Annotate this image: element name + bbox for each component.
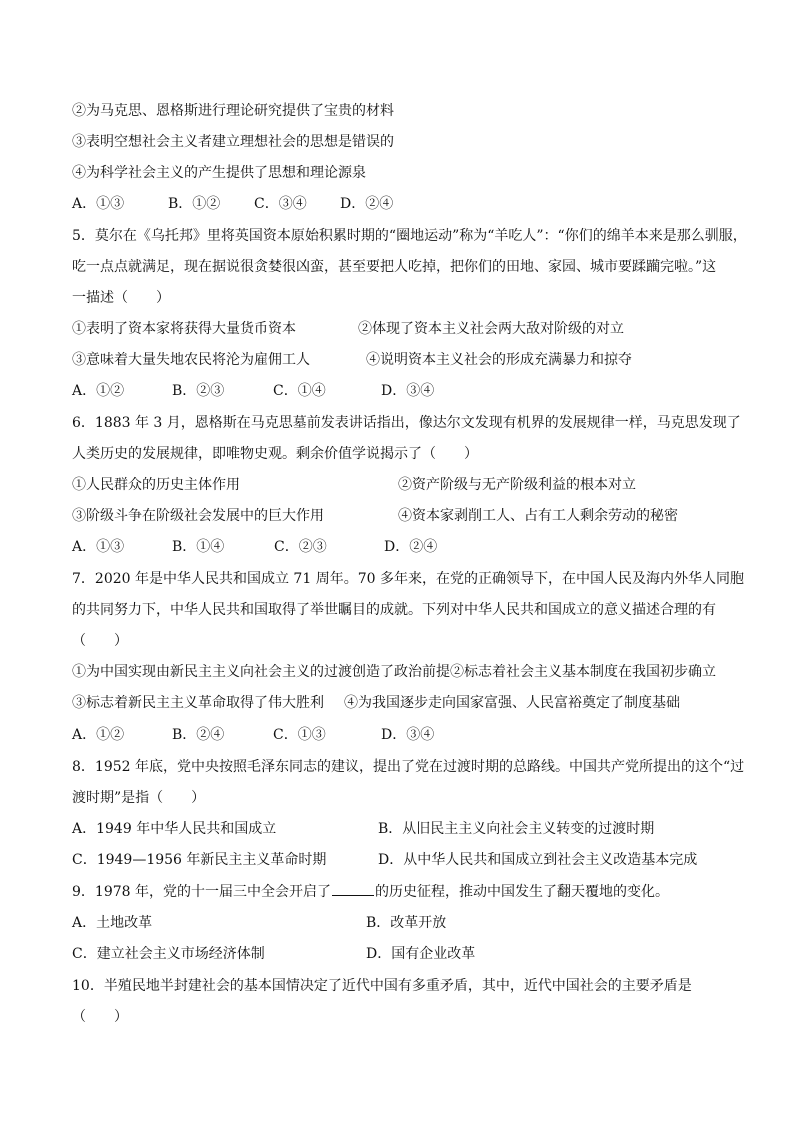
option-c: C．③④ — [254, 196, 307, 212]
q5-statements-row-1 — [72, 319, 624, 339]
q3-options — [72, 194, 393, 214]
option-c: C．1949—1956 年新民主主义革命时期 — [72, 852, 327, 868]
q3-statement-4: ④为科学社会主义的产生提供了思想和理论源泉 — [72, 165, 366, 181]
q9-options-row-2 — [72, 944, 475, 964]
option-c: C．①④ — [273, 383, 326, 399]
q7-stem-line-3: （ ） — [72, 633, 128, 649]
q9-options-row-1 — [72, 913, 446, 933]
option-b: B．①④ — [172, 539, 225, 555]
q6-options — [72, 537, 437, 557]
q7-options — [72, 725, 434, 745]
q3-statement-2: ②为马克思、恩格斯进行理论研究提供了宝贵的材料 — [72, 103, 394, 119]
q5-stem-line-3: 一描述（ ） — [72, 290, 170, 306]
q5-options — [72, 381, 434, 401]
option-c: C．②③ — [274, 539, 327, 555]
option-c: C．①③ — [273, 727, 326, 743]
q5-statement-2: ②体现了资本主义社会两大敌对阶级的对立 — [358, 321, 624, 337]
q6-statement-4: ④资本家剥削工人、占有工人剩余劳动的秘密 — [398, 508, 678, 524]
q6-stem-line-2: 人类历史的发展规律，即唯物史观。剩余价值学说揭示了（ ） — [72, 446, 478, 462]
q7-statements-row-1: ①为中国实现由新民主主义向社会主义的过渡创造了政治前提②标志着社会主义基本制度在我国初步确立 — [72, 664, 716, 680]
q3-statement-3: ③表明空想社会主义者建立理想社会的思想是错误的 — [72, 134, 394, 150]
q6-stem-line-1: 6．1883 年 3 月，恩格斯在马克思墓前发表讲话指出，像达尔文发现有机界的发展规律一样，马克思发现了 — [72, 415, 741, 431]
q8-stem-line-1: 8．1952 年底，党中央按照毛泽东同志的建议，提出了党在过渡时期的总路线。中国共产党所提出的这个“过 — [72, 759, 745, 775]
option-a: A．①② — [72, 383, 125, 399]
q9-stem-before-blank: 9．1978 年，党的十一届三中全会开启了 — [72, 884, 331, 900]
option-d: D．国有企业改革 — [366, 946, 476, 962]
q6-statement-1: ①人民群众的历史主体作用 — [72, 477, 240, 493]
q7-statements-row-2 — [72, 693, 680, 713]
option-d: D．②④ — [384, 539, 438, 555]
q8-stem-line-2: 渡时期”是指（ ） — [72, 790, 206, 806]
q9-stem — [72, 881, 669, 902]
q8-options-row-1 — [72, 819, 654, 839]
option-a: A．①③ — [72, 539, 125, 555]
option-a: A．①② — [72, 727, 125, 743]
q9-stem-after-blank: 的历史征程，推动中国发生了翻天覆地的变化。 — [375, 884, 669, 900]
option-a: A．①③ — [72, 196, 125, 212]
option-b: B．从旧民主主义向社会主义转变的过渡时期 — [378, 821, 655, 837]
option-d: D．③④ — [381, 727, 435, 743]
option-b: B．改革开放 — [366, 915, 447, 931]
option-a: A．1949 年中华人民共和国成立 — [72, 821, 277, 837]
q8-options-row-2 — [72, 850, 697, 870]
q7-stem-line-2: 的共同努力下，中华人民共和国取得了举世瞩目的成就。下列对中华人民共和国成立的意义描述合理的有 — [72, 602, 716, 618]
q6-statement-3: ③阶级斗争在阶级社会发展中的巨大作用 — [72, 508, 324, 524]
option-d: D．②④ — [340, 196, 394, 212]
q10-stem-line-2: （ ） — [72, 1009, 128, 1025]
q5-statement-4: ④说明资本主义社会的形成充满暴力和掠夺 — [366, 352, 632, 368]
answer-blank — [332, 881, 374, 896]
option-b: B．②④ — [172, 727, 225, 743]
q6-statement-2: ②资产阶级与无产阶级利益的根本对立 — [398, 477, 636, 493]
q5-stem-line-2: 吃一点点就满足，现在据说很贪婪很凶蛮，甚至要把人吃掉，把你们的田地、家园、城市要蹂躏完啦。”这 — [72, 259, 717, 275]
q7-statement-4: ④为我国逐步走向国家富强、人民富裕奠定了制度基础 — [344, 695, 680, 711]
option-d: D．从中华人民共和国成立到社会主义改造基本完成 — [378, 852, 698, 868]
q7-statement-3: ③标志着新民主主义革命取得了伟大胜利 — [72, 695, 324, 711]
option-a: A．土地改革 — [72, 915, 153, 931]
q5-stem-line-1: 5．莫尔在《乌托邦》里将英国资本原始积累时期的“圈地运动”称为“羊吃人”：“你们的绵羊本来是那么驯服， — [72, 228, 747, 244]
q5-statement-3: ③意味着大量失地农民将沦为雇佣工人 — [72, 352, 310, 368]
q5-statement-1: ①表明了资本家将获得大量货币资本 — [72, 321, 296, 337]
q5-statements-row-2 — [72, 350, 632, 370]
q6-statements-row-1 — [72, 475, 636, 495]
q7-stem-line-1: 7．2020 年是中华人民共和国成立 71 周年。70 多年来，在党的正确领导下，在中国人民及海内外华人同胞 — [72, 571, 744, 587]
option-d: D．③④ — [381, 383, 435, 399]
q10-stem-line-1: 10．半殖民地半封建社会的基本国情决定了近代中国有多重矛盾，其中，近代中国社会的主要矛盾是 — [72, 978, 692, 994]
option-b: B．①② — [168, 196, 221, 212]
option-b: B．②③ — [172, 383, 225, 399]
option-c: C．建立社会主义市场经济体制 — [72, 946, 265, 962]
q6-statements-row-2 — [72, 506, 678, 526]
